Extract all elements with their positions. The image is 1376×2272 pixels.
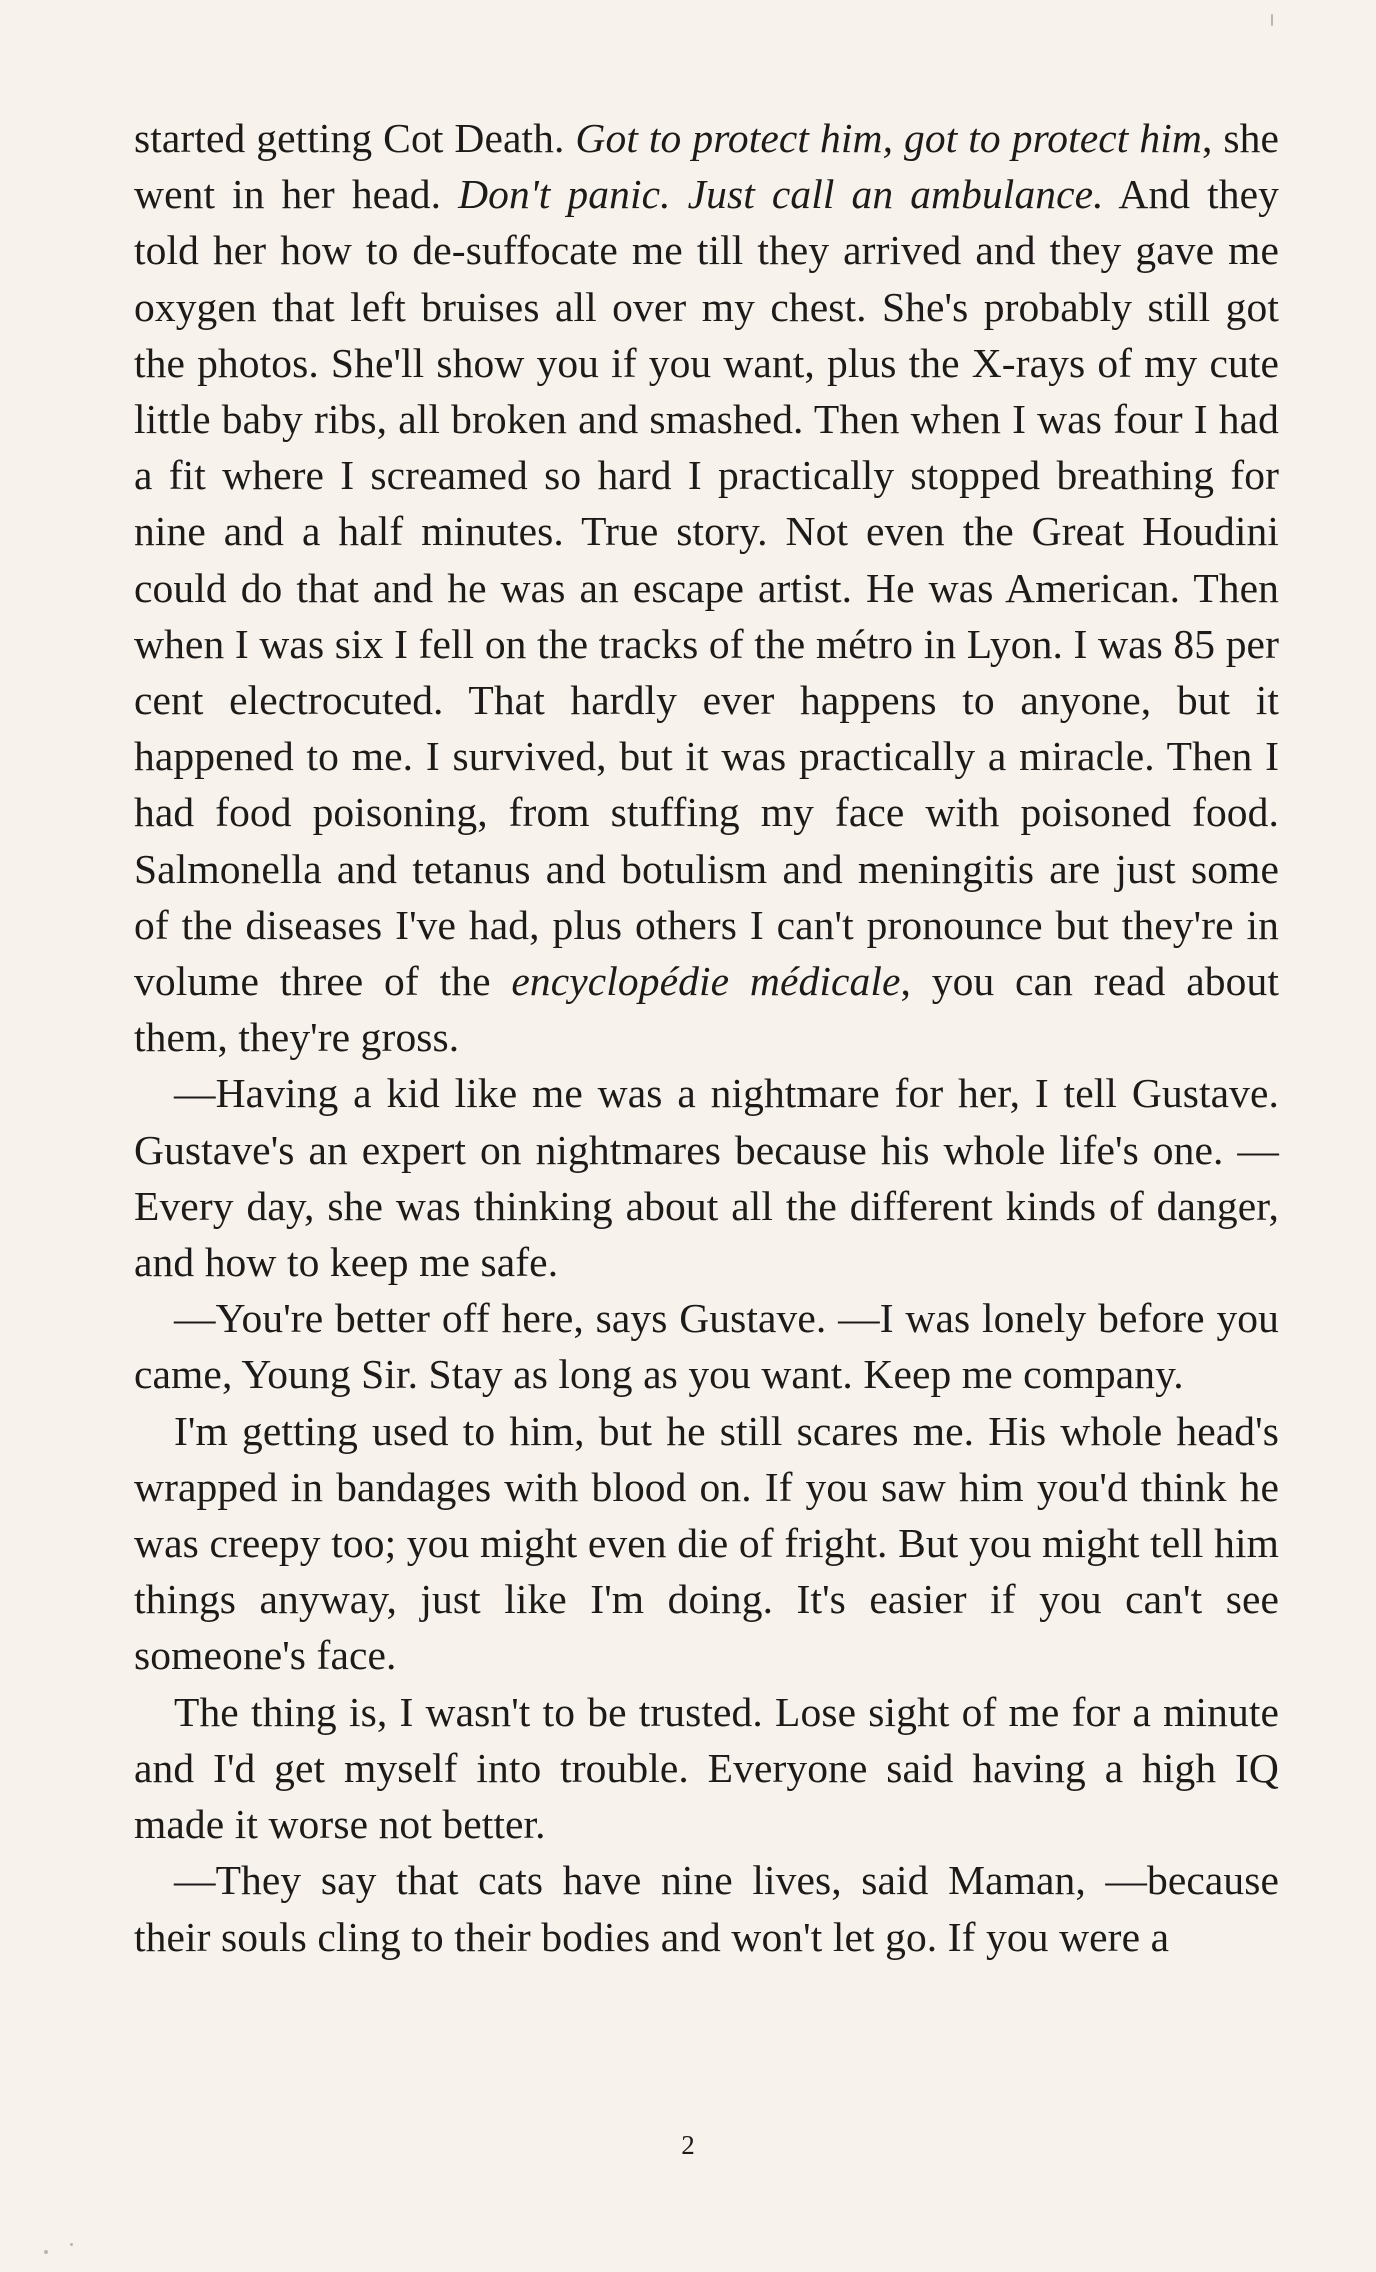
text-segment: —You're better off here, says Gustave. —I was lonely before you came, Young Sir. Stay as long as you want. Keep me company. xyxy=(134,1295,1279,1398)
paragraph-6 xyxy=(134,1852,1279,1964)
text-segment: started getting Cot Death. xyxy=(134,115,576,161)
text-segment: I'm getting used to him, but he still scares me. His whole head's wrapped in bandages with blood on. If you saw him you'd think he was creepy too; you might even die of fright. But you might tell him things anyway, just like I'm doing. It's easier if you can't see someone's face. xyxy=(134,1407,1279,1679)
text-segment: The thing is, I wasn't to be trusted. Lose sight of me for a minute and I'd get myself into trouble. Everyone said having a high IQ made it worse not better. xyxy=(134,1688,1279,1848)
paper-speck xyxy=(70,2243,73,2246)
paper-speck xyxy=(1271,14,1273,26)
paragraph-3 xyxy=(134,1290,1279,1402)
paragraph-1 xyxy=(134,110,1279,1065)
text-segment: , you can read about them, they're gross. xyxy=(134,958,1279,1061)
italic-text-segment: encyclopédie médicale xyxy=(511,958,901,1005)
paragraph-2 xyxy=(134,1065,1279,1290)
paragraph-5 xyxy=(134,1684,1279,1853)
text-segment: —Having a kid like me was a nightmare for her, I tell Gustave. Gustave's an expert on nightmares because his whole life's one. —Every day, she was thinking about all the different kinds of danger, and how to keep me safe. xyxy=(134,1070,1279,1286)
page-number: 2 xyxy=(681,2130,695,2160)
text-segment: —They say that cats have nine lives, said Maman, —because their souls cling to their bodies and won't let go. If you were a xyxy=(134,1857,1279,1960)
text-segment: And they told her how to de-suffocate me till they arrived and they gave me oxygen that left bruises all over my chest. She's probably still got the photos. She'll show you if you want, plus the X-rays of my cute little baby ribs, all broken and smashed. Then when I was four I had a fit where I screamed so hard I practically stopped breathing for nine and a half minutes. True story. Not even the Great Houdini could do that and he was an escape artist. He was American. Then when I was six I fell on the tracks of the métro in Lyon. I was 85 per cent electrocuted. That hardly ever happens to anyone, but it happened to me. I survived, but it was practically a miracle. Then I had food poisoning, from stuffing my face with poisoned food. Salmonella and tetanus and botulism and meningitis are just some of the diseases I've had, plus others I can't pronounce but they're in volume three of the xyxy=(134,171,1279,1005)
body-text xyxy=(134,110,1279,1965)
paper-speck xyxy=(44,2250,48,2254)
italic-text-segment: Don't panic. Just call an ambulance. xyxy=(458,171,1104,218)
italic-text-segment: Got to protect him, got to protect him xyxy=(575,115,1202,161)
text-segment: , she went in her head. xyxy=(134,115,1279,218)
paragraph-4 xyxy=(134,1403,1279,1684)
